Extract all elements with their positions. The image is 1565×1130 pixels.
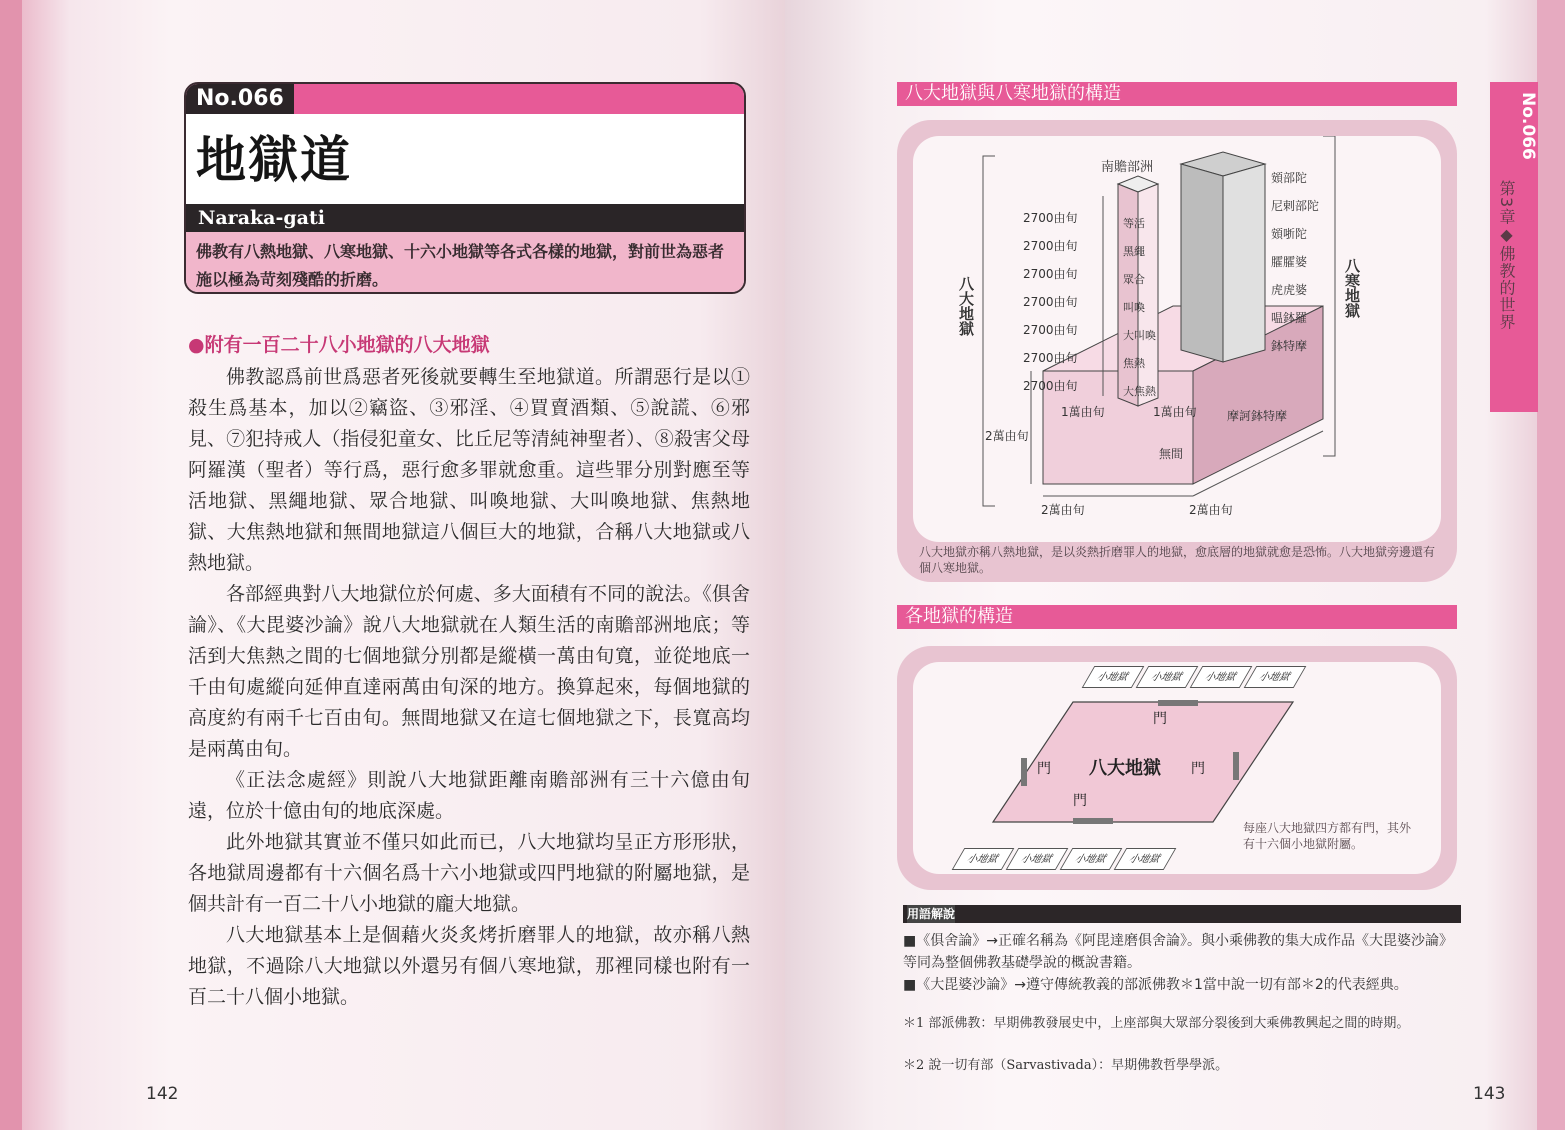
entry-subtitle: Naraka-gati xyxy=(186,204,744,232)
note-item: ■《俱舍論》→正確名稱為《阿毘達磨俱舍論》。與小乘佛教的集大成作品《大毘婆沙論》等同為整個佛教基礎學說的概說書籍。 xyxy=(903,933,1453,971)
height-label: 2700由旬 xyxy=(1023,211,1078,225)
gate-mark xyxy=(1021,758,1027,786)
page-number: 143 xyxy=(1473,1084,1506,1104)
cold-hell-label: 鉢特摩 xyxy=(1271,339,1308,353)
notes-bar xyxy=(903,905,1461,923)
figure2-box xyxy=(897,646,1457,890)
dim-label-2wan-width: 2萬由旬 xyxy=(1041,503,1085,517)
small-hell: 小地獄 xyxy=(1244,666,1307,688)
hot-hell-label: 大焦熱 xyxy=(1123,385,1156,398)
cold-tower-right xyxy=(1223,164,1265,362)
gate-label-bottom: 門 xyxy=(1073,793,1087,809)
side-chapter-label: 第3章◆佛教的世界 xyxy=(1497,180,1516,331)
notes-bar-label: 用語解說 xyxy=(907,907,956,921)
right-vertical-label: 八寒地獄 xyxy=(1343,258,1361,318)
dim-label-1wan-left: 1萬由旬 xyxy=(1061,405,1105,419)
gate-mark xyxy=(1233,752,1239,780)
lead-summary: 佛教有八熱地獄、八寒地獄、十六小地獄等各式各樣的地獄，對前世為惡者施以極為苛刻殘酷的折磨。 xyxy=(186,232,744,294)
height-label: 2700由旬 xyxy=(1023,295,1078,309)
left-vertical-label: 八大地獄 xyxy=(957,276,975,336)
hot-hell-label: 眾合 xyxy=(1123,273,1145,286)
page-edge xyxy=(0,0,22,1130)
figure2-heading: 各地獄的構造 xyxy=(897,605,1457,629)
cold-hell-labels xyxy=(1271,164,1319,360)
body-text xyxy=(188,362,750,1013)
figure2-caption: 每座八大地獄四方都有門，其外有十六個小地獄附屬。 xyxy=(1237,818,1427,854)
paragraph: 此外地獄其實並不僅只如此而已，八大地獄均呈正方形形狀，各地獄周邊都有十六個名爲十六小地獄或四門地獄的附屬地獄，是個共計有一百二十八小地獄的龐大地獄。 xyxy=(188,831,750,915)
entry-number: No.066 xyxy=(186,84,294,114)
hot-hell-labels xyxy=(1123,210,1171,406)
figure1-caption: 八大地獄亦稱八熱地獄，是以炎熱折磨罪人的地獄，愈底層的地獄就愈是恐怖。八大地獄旁邊還有個八寒地獄。 xyxy=(919,545,1436,575)
hot-hell-label: 等活 xyxy=(1123,217,1145,230)
height-label: 2700由旬 xyxy=(1023,267,1078,281)
section-heading: ●附有一百二十八小地獄的八大地獄 xyxy=(188,334,490,356)
small-hell: 小地獄 xyxy=(1082,666,1145,688)
footnote: ＊1 部派佛教：早期佛教發展史中，上座部與大眾部分裂後到大乘佛教興起之間的時期。 xyxy=(903,1016,1410,1031)
gate-label-top: 門 xyxy=(1153,711,1167,727)
paragraph: 八大地獄基本上是個藉火炎炙烤折磨罪人的地獄，故亦稱八熱地獄，不過除八大地獄以外還另有個八寒地獄，那裡同樣也附有一百二十八個小地獄。 xyxy=(188,924,750,1008)
dim-label-2wan-depth: 2萬由旬 xyxy=(1189,503,1233,517)
cold-hell-label: 虎虎婆 xyxy=(1271,283,1308,297)
height-label: 2700由旬 xyxy=(1023,351,1078,365)
figure1-heading: 八大地獄與八寒地獄的構造 xyxy=(897,82,1457,106)
small-hell: 小地獄 xyxy=(1060,848,1123,870)
gate-mark xyxy=(1158,700,1198,706)
cold-hell-label: 頞部陀 xyxy=(1271,171,1308,185)
hot-hell-label: 黑繩 xyxy=(1123,245,1145,258)
paragraph: 各部經典對八大地獄位於何處、多大面積有不同的說法。《俱舍論》、《大毘婆沙論》說八大地獄就在人類生活的南贍部洲地底；等活到大焦熱之間的七個地獄分別都是縱橫一萬由旬寬，並從地底一千由旬處縱向延伸直達兩萬由旬深的地方。換算起來，每個地獄的高度約有兩千七百由旬。無間地獄又在這七個地獄之下，長寬高均是兩萬由旬。 xyxy=(188,583,750,760)
top-label: 南贍部洲 xyxy=(1101,160,1154,175)
page-number: 142 xyxy=(146,1084,179,1104)
cold-hell-label: 頞哳陀 xyxy=(1271,227,1308,241)
small-hell: 小地獄 xyxy=(1190,666,1253,688)
footnote: ＊2 說一切有部（Sarvastivada）：早期佛教哲學學派。 xyxy=(903,1058,1229,1073)
height-label: 2700由旬 xyxy=(1023,239,1078,253)
side-tab-number: No.066 xyxy=(1490,82,1538,412)
small-hells-bottom xyxy=(958,848,1170,870)
cold-hell-label: 嗢鉢羅 xyxy=(1271,311,1308,325)
gate-label-left: 門 xyxy=(1037,761,1051,777)
page-edge xyxy=(1537,0,1565,1130)
dim-label-1wan-right: 1萬由旬 xyxy=(1153,405,1197,419)
figure1-canvas xyxy=(913,136,1441,542)
height-label: 2700由旬 xyxy=(1023,323,1078,337)
height-label: 2700由旬 xyxy=(1023,379,1078,393)
small-hells-top xyxy=(1088,666,1300,688)
cold-tower-left xyxy=(1181,164,1223,362)
note-item: ■《大毘婆沙論》→遵守傳統教義的部派佛教＊1當中說一切有部＊2的代表經典。 xyxy=(903,977,1408,993)
hell-structure-diagram xyxy=(913,136,1441,542)
hot-hell-label: 叫喚 xyxy=(1123,301,1145,314)
gate-label-right: 門 xyxy=(1191,761,1205,777)
center-label: 八大地獄 xyxy=(1089,758,1161,779)
paragraph: 佛教認爲前世爲惡者死後就要轉生至地獄道。所謂惡行是以①殺生爲基本，加以②竊盜、③邪淫、④買賣酒類、⑤說謊、⑥邪見、⑦犯持戒人（指侵犯童女、比丘尼等清純神聖者）、⑧殺害父母阿羅漢（聖者）等行爲，惡行愈多罪就愈重。這些罪分別對應至等活地獄、黑繩地獄、眾合地獄、叫喚地獄、大叫喚地獄、焦熱地獄、大焦熱地獄和無間地獄這八個巨大的地獄，合稱八大地獄或八熱地獄。 xyxy=(188,366,750,574)
right-page xyxy=(785,0,1565,1130)
figure1-box xyxy=(897,120,1457,582)
small-hell: 小地獄 xyxy=(1136,666,1199,688)
right-bracket xyxy=(1323,136,1335,456)
entry-header xyxy=(184,82,746,294)
left-bracket xyxy=(983,156,995,506)
dim-label-2wan-height: 2萬由旬 xyxy=(985,429,1029,443)
height-labels xyxy=(1023,204,1078,400)
page-title: 地獄道 xyxy=(196,131,352,189)
wujian-label: 無間 xyxy=(1159,447,1184,461)
small-hell: 小地獄 xyxy=(1114,848,1177,870)
hot-hell-label: 焦熱 xyxy=(1123,357,1145,370)
small-hell: 小地獄 xyxy=(1006,848,1069,870)
paragraph: 《正法念處經》則說八大地獄距離南贍部洲有三十六億由旬遠，位於十億由旬的地底深處。 xyxy=(188,769,750,822)
hot-hell-label: 大叫喚 xyxy=(1123,329,1156,342)
cold-hell-label: 臛臛婆 xyxy=(1271,255,1308,269)
small-hell: 小地獄 xyxy=(952,848,1015,870)
gate-mark xyxy=(1073,818,1113,824)
cold-hell-label: 尼剌部陀 xyxy=(1271,199,1320,213)
base-cold-label: 摩訶鉢特摩 xyxy=(1227,409,1288,423)
